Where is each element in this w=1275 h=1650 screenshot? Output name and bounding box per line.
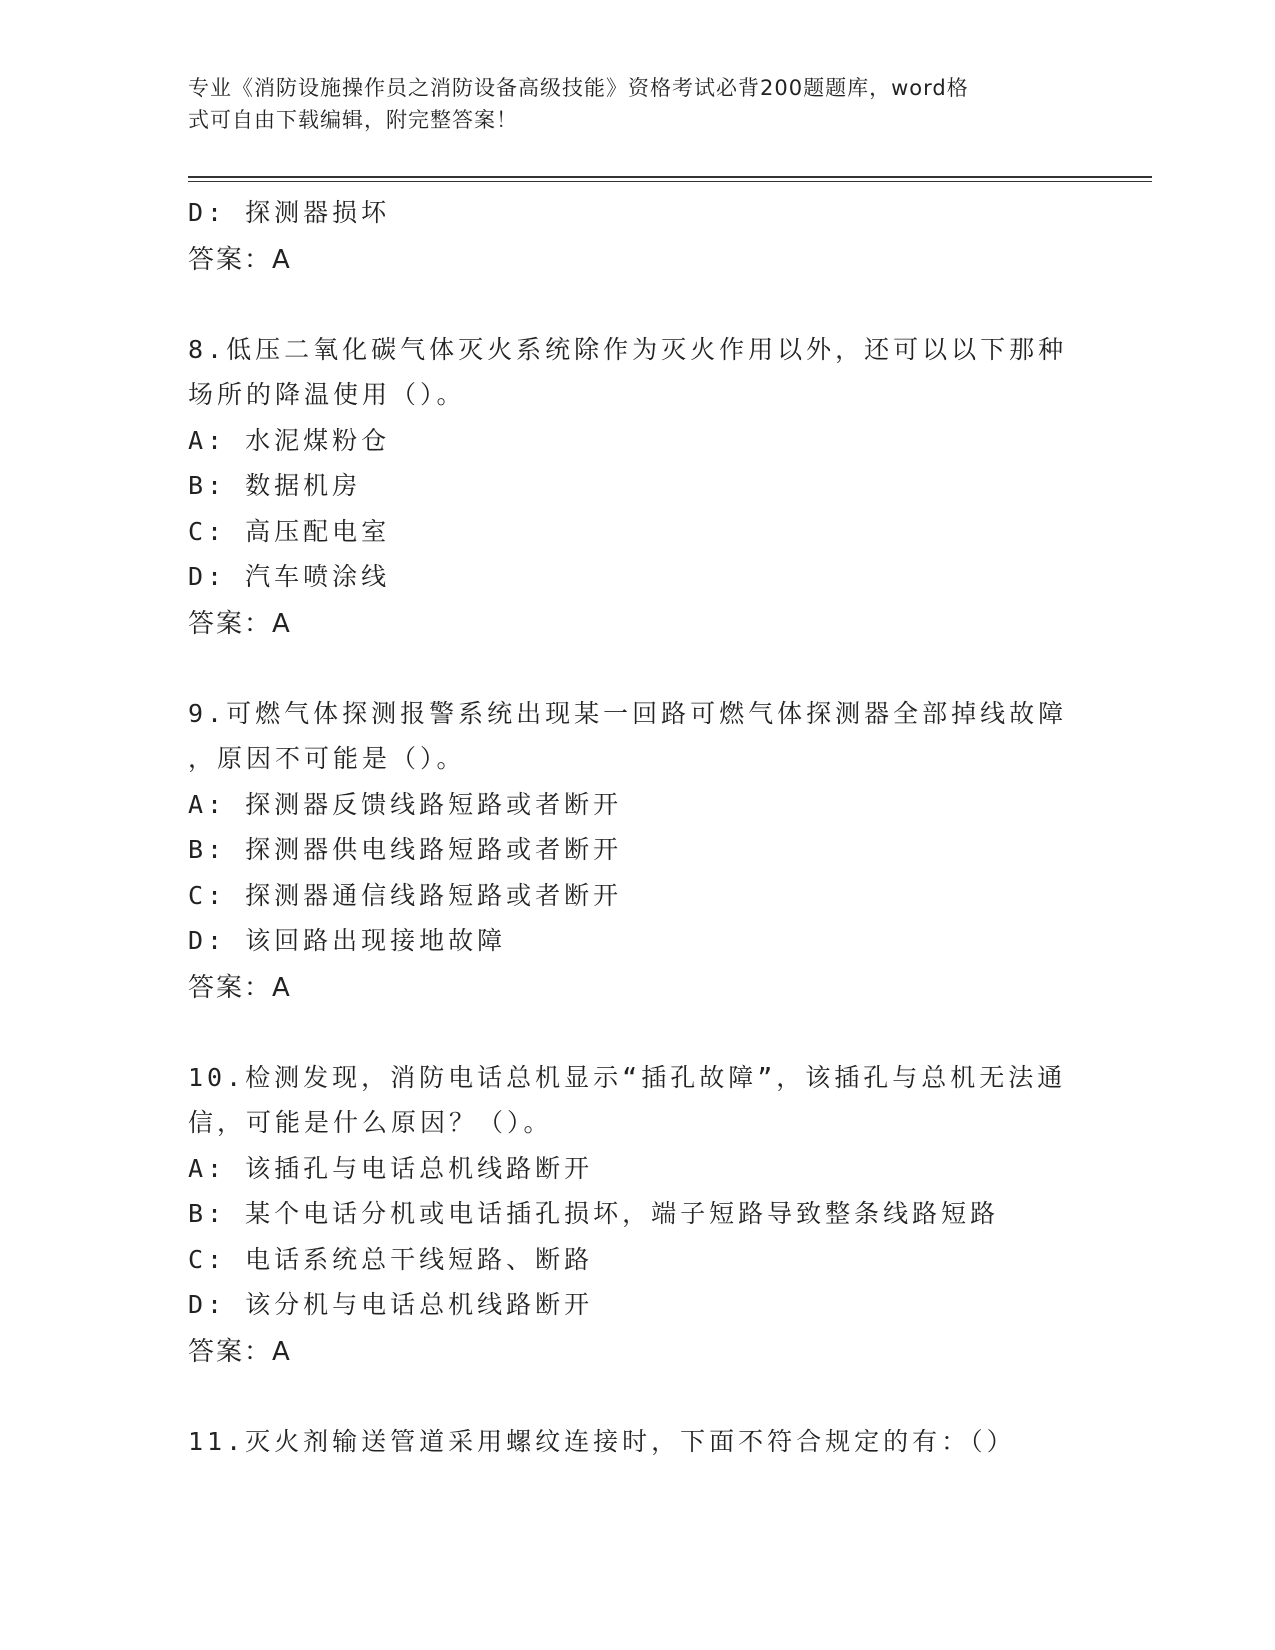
question-stem-line: 场所的降温使用（）。 [188, 380, 466, 409]
answer-line: 答案：A [188, 608, 292, 639]
option-b: B: 探测器供电线路短路或者断开 [188, 835, 623, 864]
question-8 [188, 327, 1118, 648]
header-divider-thick [188, 176, 1152, 178]
question-stem-line: 11.灭火剂输送管道采用螺纹连接时，下面不符合规定的有：（） [188, 1426, 1016, 1456]
option-a: A: 水泥煤粉仓 [188, 425, 391, 455]
question-7-tail [188, 190, 1118, 284]
question-stem-line: ，原因不可能是（）。 [188, 744, 466, 773]
question-9 [188, 691, 1118, 1012]
option-a: A: 探测器反馈线路短路或者断开 [188, 789, 623, 819]
question-10 [188, 1055, 1118, 1376]
option-b: B: 数据机房 [188, 471, 362, 500]
option-d: D: 该分机与电话总机线路断开 [188, 1290, 594, 1319]
question-stem-line: 9.可燃气体探测报警系统出现某一回路可燃气体探测器全部掉线故障 [188, 698, 1068, 728]
option-d: D: 探测器损坏 [188, 198, 391, 227]
question-list [188, 190, 1118, 1464]
answer-line: 答案：A [188, 1336, 292, 1367]
option-d: D: 汽车喷涂线 [188, 562, 391, 591]
question-11 [188, 1419, 1118, 1465]
question-stem-line: 10.检测发现，消防电话总机显示“插孔故障”，该插孔与总机无法通 [188, 1062, 1067, 1092]
answer-line: 答案：A [188, 244, 292, 275]
header-line-1: 专业《消防设施操作员之消防设备高级技能》资格考试必背200题题库，word格 [188, 76, 969, 100]
option-c: C: 高压配电室 [188, 516, 391, 546]
question-stem-line: 信，可能是什么原因？（）。 [188, 1108, 553, 1137]
spacer [188, 648, 1118, 691]
page-header [188, 72, 1078, 136]
option-c: C: 电话系统总干线短路、断路 [188, 1244, 594, 1274]
option-a: A: 该插孔与电话总机线路断开 [188, 1153, 594, 1183]
spacer [188, 1012, 1118, 1055]
spacer [188, 284, 1118, 327]
header-divider-thin [188, 181, 1152, 182]
option-b: B: 某个电话分机或电话插孔损坏，端子短路导致整条线路短路 [188, 1199, 1000, 1228]
question-stem-line: 8.低压二氧化碳气体灭火系统除作为灭火作用以外，还可以以下那种 [188, 334, 1068, 364]
header-line-2: 式可自由下载编辑，附完整答案！ [188, 108, 518, 132]
option-d: D: 该回路出现接地故障 [188, 926, 507, 955]
spacer [188, 1376, 1118, 1419]
answer-line: 答案：A [188, 972, 292, 1003]
option-c: C: 探测器通信线路短路或者断开 [188, 880, 623, 910]
